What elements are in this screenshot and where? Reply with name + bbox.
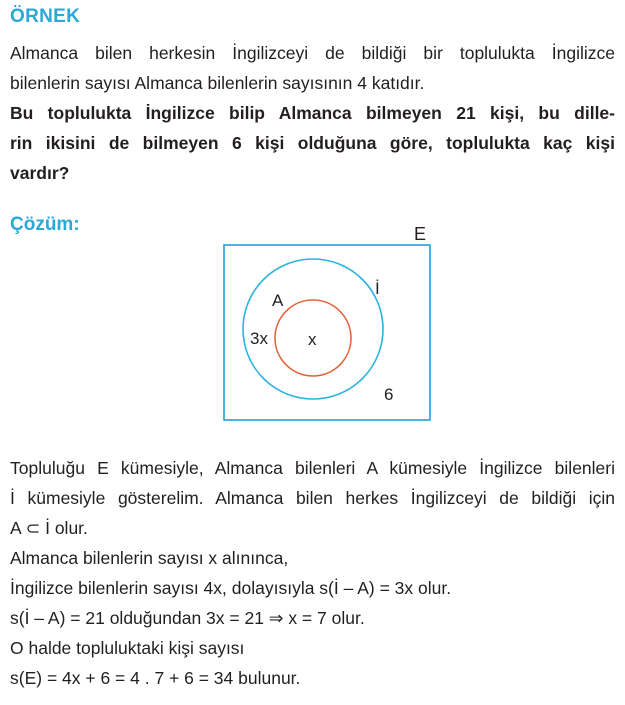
region-outside-label: 6 [384, 385, 394, 404]
region-german-label: x [308, 330, 317, 349]
solution-line: İ kümesiyle gösterelim. Almanca bilen herkes İngilizceyi de bildiği için [10, 488, 615, 508]
question-prompt-line: Bu toplulukta İngilizce bilip Almanca bilmeyen 21 kişi, bu dille- [10, 103, 615, 123]
solution-line: Topluluğu E kümesiyle, Almanca bilenleri A kümesiyle İngilizce bilenleri [10, 458, 615, 478]
example-heading: ÖRNEK [10, 6, 81, 27]
solution-line: A ⊂ İ olur. [10, 518, 88, 538]
solution-title: Çözüm: [10, 214, 80, 235]
english-set-label: İ [375, 279, 380, 298]
solution-line: s(İ – A) = 21 olduğundan 3x = 21 ⇒ x = 7 olur. [10, 608, 365, 628]
solution-line: Almanca bilenlerin sayısı x alınınca, [10, 548, 289, 568]
region-english-only-label: 3x [250, 329, 268, 348]
question-intro-line: bilenlerin sayısı Almanca bilenlerin sayısının 4 katıdır. [10, 73, 425, 93]
solution-text [10, 453, 615, 693]
question-prompt-line: rin ikisini de bilmeyen 6 kişi olduğuna göre, toplulukta kaç kişi [10, 133, 615, 153]
question-prompt-line: vardır? [10, 163, 70, 183]
german-set-label: A [272, 291, 284, 310]
solution-line: s(E) = 4x + 6 = 4 . 7 + 6 = 34 bulunur. [10, 668, 301, 688]
solution-line: İngilizce bilenlerin sayısı 4x, dolayısıyla s(İ – A) = 3x olur. [10, 578, 452, 598]
solution-line: O halde topluluktaki kişi sayısı [10, 638, 245, 658]
question-intro-line: Almanca bilen herkesin İngilizceyi de bildiği bir toplulukta İngilizce [10, 43, 615, 63]
universe-label: E [414, 224, 427, 244]
